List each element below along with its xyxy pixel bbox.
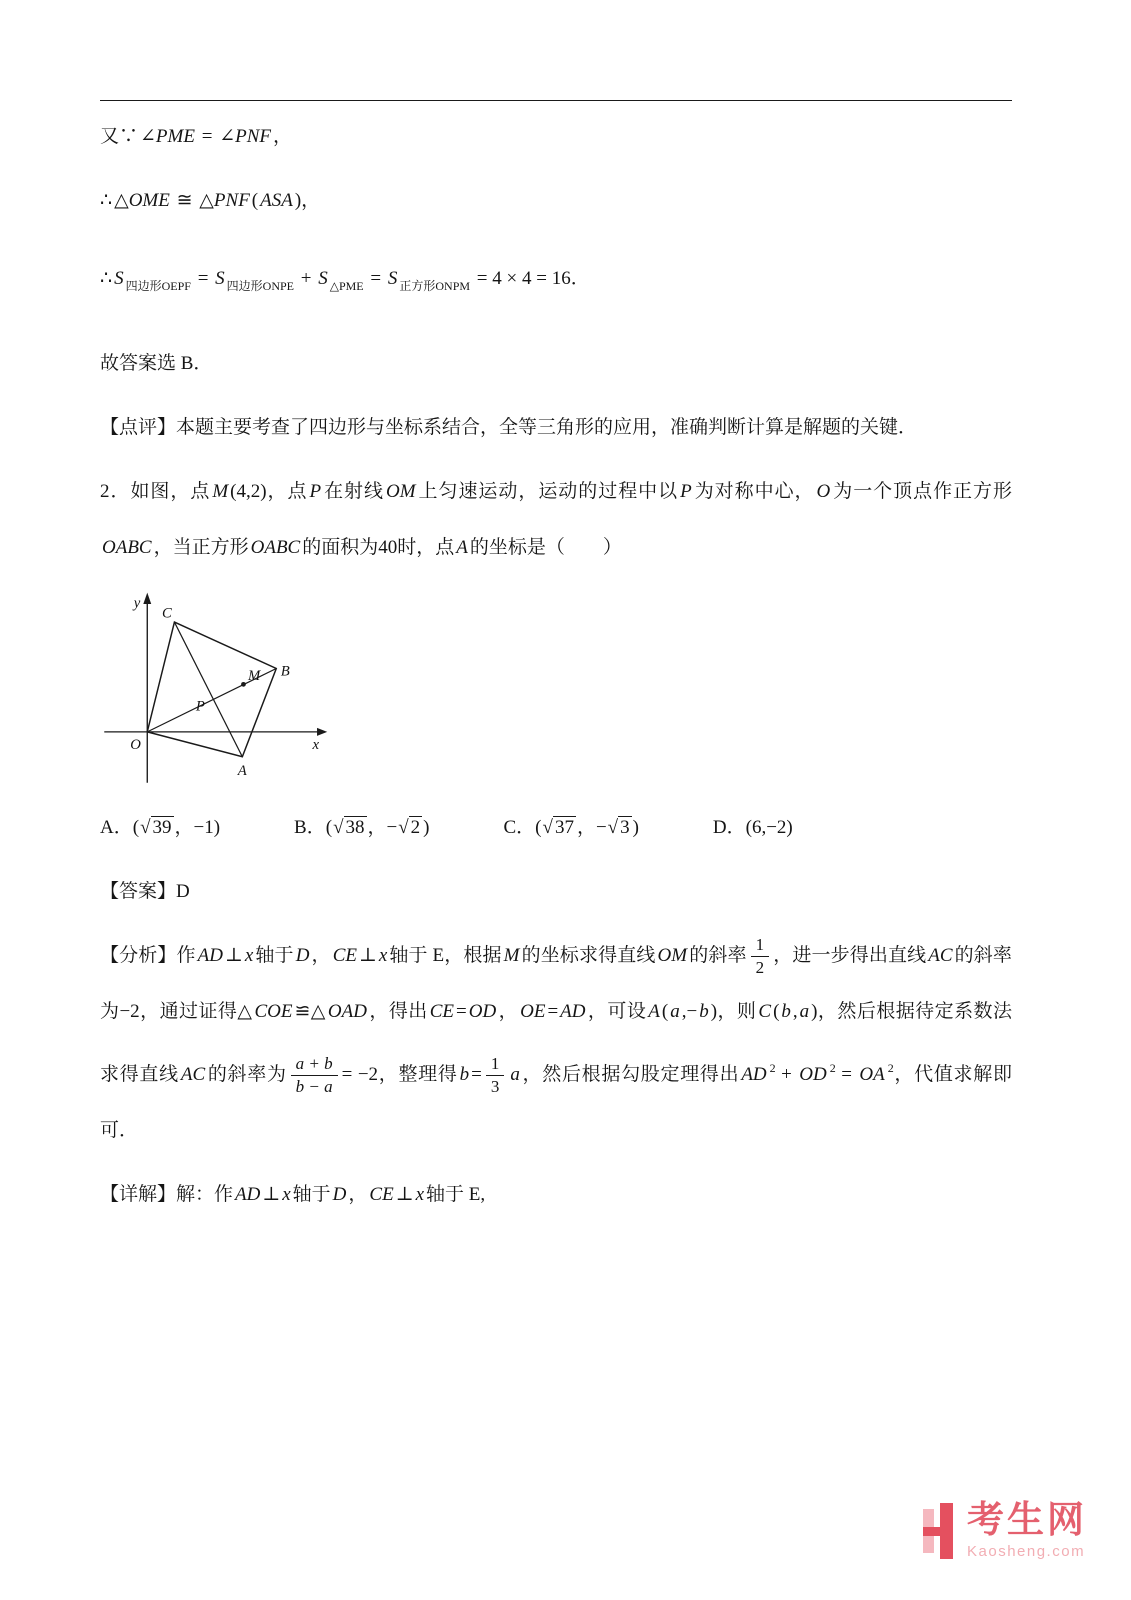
kaosheng-logo-icon bbox=[923, 1503, 957, 1559]
answer-choice-b-line: 故答案选 B． bbox=[100, 353, 213, 374]
proof-line-angle-equality: 又∵ ∠PME = ∠PNF ， bbox=[100, 126, 293, 147]
proof-line-congruence: ∴ △OME ≅ △PNF ( ASA )， bbox=[100, 190, 321, 211]
detail-paragraph: 【详解】解：作 AD ⊥ x 轴于 D ， CE ⊥ x 轴于 E, bbox=[100, 1184, 486, 1205]
question-2-stem: 2．如图，点 M (4,2)，点 P 在射线 OM 上匀速运动，运动的过程中以 P 为对称中心， O 为一个顶点作正方形OABC ，当正方形 OABC 的面积为40时，点 A 的坐标是（ ） bbox=[100, 481, 1012, 558]
label-vertex-C: C bbox=[161, 605, 172, 622]
label-vertex-B: B bbox=[280, 663, 290, 680]
watermark-site-domain: Kaosheng.com bbox=[967, 1543, 1086, 1560]
comment-paragraph: 【点评】本题主要考查了四边形与坐标系结合，全等三角形的应用，准确判断计算是解题的关键． bbox=[100, 417, 918, 438]
kaosheng-watermark-text bbox=[967, 1501, 1087, 1560]
header-rule bbox=[100, 100, 1012, 101]
label-y-axis: y bbox=[133, 595, 141, 612]
x-axis-arrow bbox=[317, 728, 327, 736]
label-x-axis: x bbox=[312, 736, 320, 753]
label-point-M: M bbox=[247, 667, 261, 684]
document-content bbox=[100, 0, 1012, 1223]
answer-options-row: A．(√ 39 ，−1) B．(√ 38 ，−√ 2 ) C．(√ 37 ，−√ 3 ) D．(6,−2) bbox=[100, 817, 793, 838]
proof-line-area-equation: ∴ S $_{四边形OEPF}$ = S $_{四边形ONPE}$ + S $_{\triangle PME}$ = S $_{正方形ONPM}$ = 4 × 4 = 16． bbox=[100, 268, 590, 293]
analysis-paragraph: 【分析】作 AD ⊥ x 轴于 D ， CE ⊥ x 轴于 E，根据 M 的坐标求得直线 OM 的斜率 $\frac{1}{2}$ ，进一步得出直线 AC 的斜率为−2，通过证得△ COE ≌△ OAD ，得出 CE = OD ， OE = AD ，可设 A ( a ,− b )，则 C ( b , a )，然后根据待定系数法求得直线 AC 的斜率为 $\frac{a + b}{b - a}$ = −2，整理得 b = $\frac{1}{3}$ a ，然后根据勾股定理得出 AD $^2$ + OD $^2$ = OA $^2$，代值求解即可． bbox=[100, 935, 1012, 1141]
diagonal-CA bbox=[174, 622, 242, 757]
label-point-P: P bbox=[195, 698, 205, 715]
answer-paragraph: 【答案】D bbox=[100, 881, 190, 902]
kaosheng-watermark bbox=[923, 1501, 1087, 1560]
geometry-figure bbox=[102, 588, 1012, 792]
point-M-dot bbox=[241, 682, 246, 687]
label-origin-O: O bbox=[130, 736, 141, 753]
square-OABC bbox=[147, 622, 276, 757]
watermark-site-name: 考生网 bbox=[967, 1499, 1087, 1541]
label-vertex-A: A bbox=[237, 762, 247, 779]
y-axis-arrow bbox=[143, 593, 151, 604]
coordinate-diagram bbox=[102, 588, 334, 792]
